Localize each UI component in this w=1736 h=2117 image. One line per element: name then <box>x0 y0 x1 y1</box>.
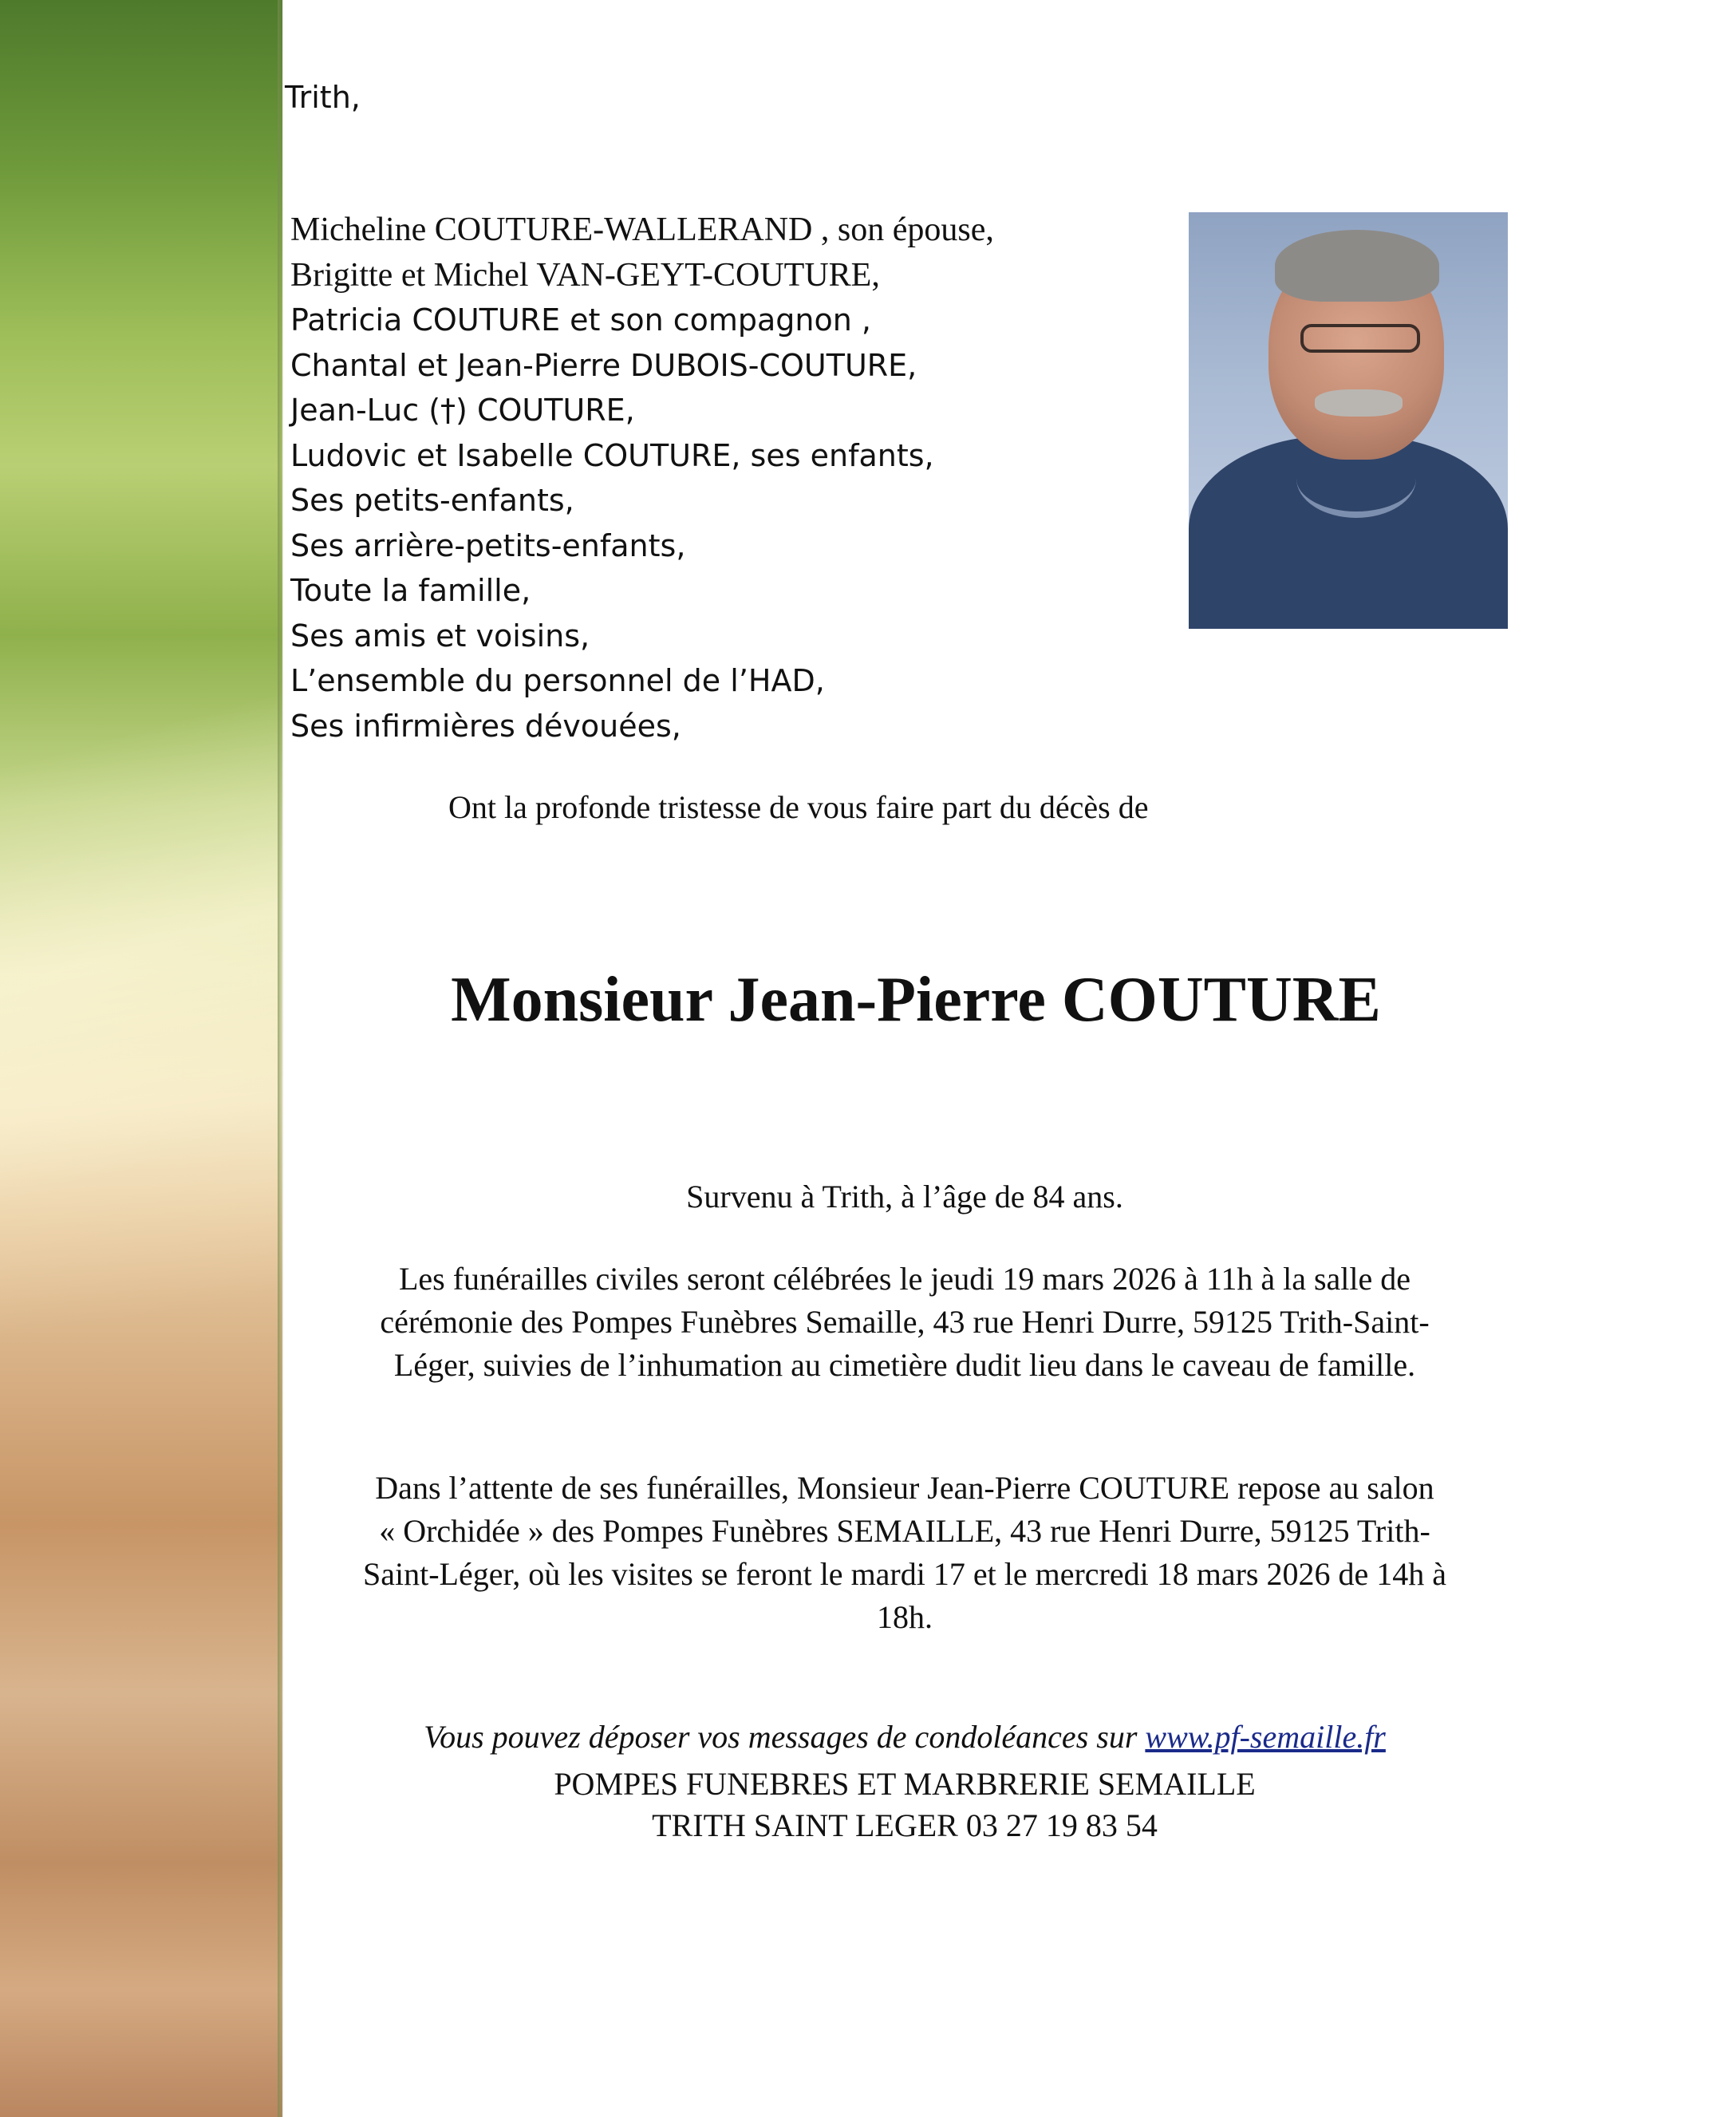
visit-line: « Orchidée » des Pompes Funèbres SEMAILLE, 43 rue Henri Durre, 59125 Trith- <box>379 1513 1430 1549</box>
age-line <box>282 1175 1527 1218</box>
photo-hair <box>1275 230 1439 302</box>
family-line: Chantal et Jean-Pierre DUBOIS-COUTURE, <box>290 347 917 383</box>
family-line: Ses arrière-petits-enfants, <box>290 527 686 563</box>
ceremony-line: Léger, suivies de l’inhumation au cimetière dudit lieu dans le caveau de famille. <box>393 1347 1416 1383</box>
age-text: Survenu à Trith, à l’âge de 84 ans. <box>686 1179 1123 1215</box>
visit-line: 18h. <box>877 1599 933 1635</box>
family-line: Ses petits-enfants, <box>290 483 574 518</box>
place-line: Trith, <box>285 80 361 115</box>
family-line: Ses amis et voisins, <box>290 618 590 654</box>
family-list <box>290 207 994 748</box>
ceremony-line: cérémonie des Pompes Funèbres Semaille, 43 rue Henri Durre, 59125 Trith-Saint- <box>380 1304 1430 1340</box>
website-link[interactable]: www.pf-semaille.fr <box>1145 1719 1386 1755</box>
family-line: L’ensemble du personnel de l’HAD, <box>290 663 825 698</box>
photo-glasses <box>1300 324 1420 353</box>
family-line: Jean-Luc (†) COUTURE, <box>290 393 635 428</box>
deceased-portrait-photo <box>1189 212 1508 629</box>
ceremony-paragraph <box>282 1258 1527 1387</box>
visit-line: Saint-Léger, où les visites se feront le mardi 17 et le mercredi 18 mars 2026 de 14h à <box>363 1556 1446 1592</box>
family-line: Toute la famille, <box>290 573 531 608</box>
family-line: Brigitte et Michel VAN-GEYT-COUTURE, <box>290 256 880 294</box>
condolences-line <box>282 1716 1527 1759</box>
ceremony-line: Les funérailles civiles seront célébrées le jeudi 19 mars 2026 à 11h à la salle de <box>398 1261 1411 1297</box>
family-line: Patricia COUTURE et son compagnon , <box>290 302 871 338</box>
deceased-name: Monsieur Jean-Pierre COUTURE <box>451 965 1381 1035</box>
funeral-company-info <box>282 1764 1527 1846</box>
announcement-intro: Ont la profonde tristesse de vous faire part du décès de <box>448 789 1149 825</box>
company-name: POMPES FUNEBRES ET MARBRERIE SEMAILLE <box>554 1766 1256 1802</box>
company-address-phone: TRITH SAINT LEGER 03 27 19 83 54 <box>652 1807 1158 1843</box>
photo-moustache <box>1315 389 1403 417</box>
condolences-text: Vous pouvez déposer vos messages de condoléances sur <box>424 1719 1146 1755</box>
family-line: Ludovic et Isabelle COUTURE, ses enfants, <box>290 437 934 473</box>
visit-paragraph <box>282 1467 1527 1639</box>
family-line: Ses infirmières dévouées, <box>290 708 681 744</box>
family-line: Micheline COUTURE-WALLERAND , son épouse, <box>290 211 994 248</box>
visit-line: Dans l’attente de ses funérailles, Monsieur Jean-Pierre COUTURE repose au salon <box>375 1470 1434 1506</box>
sunlight-rays-decoration <box>0 0 282 2117</box>
